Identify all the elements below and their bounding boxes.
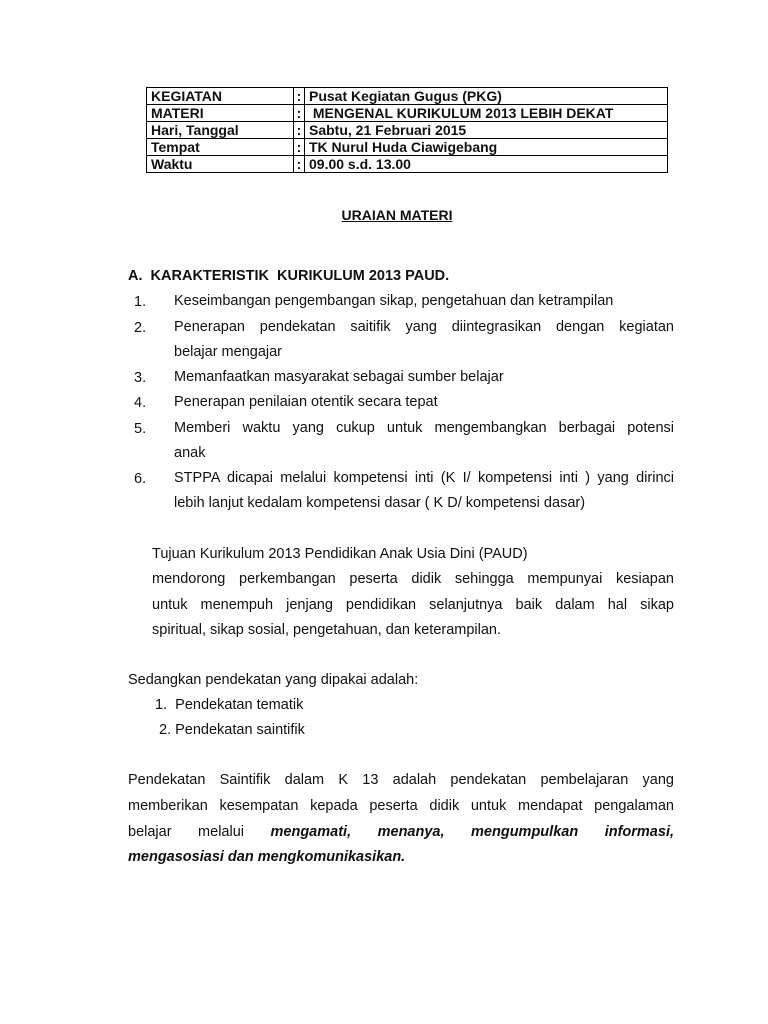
table-row: [147, 139, 668, 156]
saintifik-emphasis-line: mengasosiasi dan mengkomunikasikan.: [128, 849, 406, 865]
tujuan-line: untuk menempuh jenjang pendidikan selanjutnya baik dalam hal sikap: [152, 597, 674, 613]
label-waktu: Waktu: [147, 156, 294, 173]
tujuan-heading: Tujuan Kurikulum 2013 Pendidikan Anak Usia Dini (PAUD): [152, 546, 528, 562]
separator: :: [294, 139, 305, 156]
tujuan-line: spiritual, sikap sosial, pengetahuan, dan keterampilan.: [152, 622, 502, 638]
list-number: 6.: [134, 471, 147, 487]
section-a-heading: A. KARAKTERISTIK KURIKULUM 2013 PAUD.: [128, 268, 450, 284]
list-item-text: Penerapan pendekatan saitifik yang diintegrasikan dengan kegiatan: [174, 319, 674, 335]
tujuan-line: mendorong perkembangan peserta didik sehingga mempunyai kesiapan: [152, 571, 674, 587]
separator: :: [294, 156, 305, 173]
list-item-text: Penerapan penilaian otentik secara tepat: [174, 394, 438, 410]
value-materi: MENGENAL KURIKULUM 2013 LEBIH DEKAT: [305, 105, 668, 122]
saintifik-line: [128, 819, 674, 845]
list-item-text: Memberi waktu yang cukup untuk mengembangkan berbagai potensi: [174, 420, 674, 436]
separator: :: [294, 88, 305, 105]
list-item-text-cont: belajar mengajar: [174, 344, 283, 360]
pendekatan-item: 2. Pendekatan saintifik: [159, 722, 305, 738]
list-item-text: STPPA dicapai melalui kompetensi inti (K I/ kompetensi inti ) yang dirinci: [174, 470, 674, 486]
list-number: 2.: [134, 320, 147, 336]
page-title: URAIAN MATERI: [341, 207, 453, 223]
table-row: [147, 156, 668, 173]
list-item-text-cont: anak: [174, 445, 206, 461]
list-item-text: Memanfaatkan masyarakat sebagai sumber belajar: [174, 369, 504, 385]
value-kegiatan: Pusat Kegiatan Gugus (PKG): [305, 88, 668, 105]
list-item-text-cont: lebih lanjut kedalam kompetensi dasar ( K D/ kompetensi dasar): [174, 495, 586, 511]
value-hari-tanggal: Sabtu, 21 Februari 2015: [305, 122, 668, 139]
label-kegiatan: KEGIATAN: [147, 88, 294, 105]
info-table: [146, 87, 668, 173]
separator: :: [294, 105, 305, 122]
pendekatan-intro: Sedangkan pendekatan yang dipakai adalah:: [128, 672, 419, 688]
saintifik-plain: belajar melalui: [128, 824, 271, 840]
list-number: 1.: [134, 294, 147, 310]
separator: :: [294, 122, 305, 139]
list-number: 3.: [134, 370, 147, 386]
value-waktu: 09.00 s.d. 13.00: [305, 156, 668, 173]
table-row: [147, 122, 668, 139]
list-item-text: Keseimbangan pengembangan sikap, pengetahuan dan ketrampilan: [174, 293, 614, 309]
saintifik-line: Pendekatan Saintifik dalam K 13 adalah pendekatan pembelajaran yang: [128, 772, 674, 788]
list-number: 4.: [134, 395, 147, 411]
label-tempat: Tempat: [147, 139, 294, 156]
value-tempat: TK Nurul Huda Ciawigebang: [305, 139, 668, 156]
saintifik-emphasis: mengamati, menanya, mengumpulkan informasi,: [270, 824, 674, 840]
table-row: [147, 88, 668, 105]
label-hari-tanggal: Hari, Tanggal: [147, 122, 294, 139]
list-number: 5.: [134, 421, 147, 437]
label-materi: MATERI: [147, 105, 294, 122]
table-row: [147, 105, 668, 122]
saintifik-line: memberikan kesempatan kepada peserta didik untuk mendapat pengalaman: [128, 798, 674, 814]
pendekatan-item: 1. Pendekatan tematik: [155, 697, 304, 713]
